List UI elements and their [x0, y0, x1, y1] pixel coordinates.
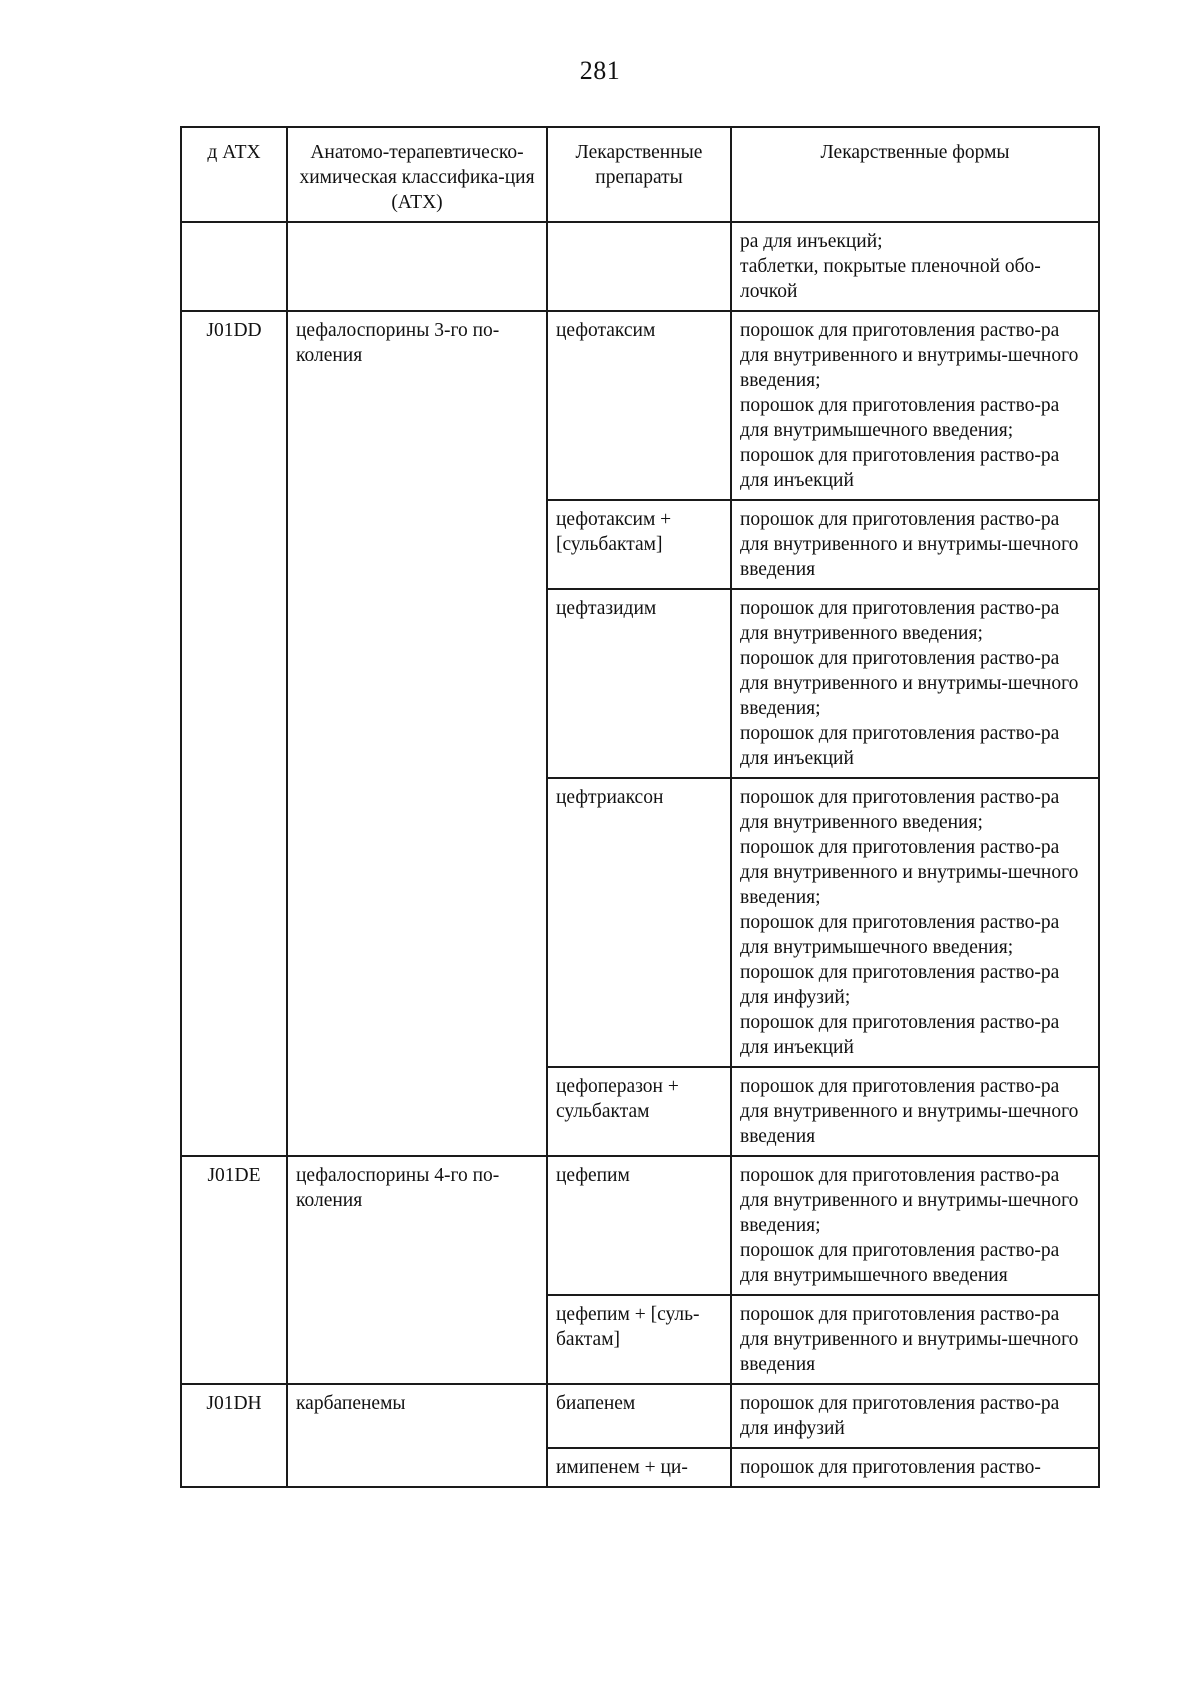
header-drugs: Лекарственные препараты — [547, 127, 731, 222]
header-atc-classification: Анатомо-терапевтическо-химическая классифика-ция (АТХ) — [287, 127, 547, 222]
page-number: 281 — [579, 56, 621, 85]
dosage-form-text: порошок для приготовления раство-ра для внутривенного и внутримы-шечного введения — [740, 1076, 1079, 1147]
dosage-form-text: порошок для приготовления раство- — [740, 1457, 1041, 1478]
drug-name-cell: цефтазидим — [547, 589, 731, 778]
drug-name-cell: имипенем + ци- — [547, 1448, 731, 1487]
dosage-form-text: порошок для приготовления раство-ра для инъекций — [740, 445, 1060, 491]
dosage-form-text: порошок для приготовления раство-ра для инъекций — [740, 723, 1060, 769]
table-row — [181, 1384, 1099, 1448]
dosage-forms-cell — [731, 589, 1099, 778]
dosage-form-text: порошок для приготовления раство-ра для внутривенного введения; — [740, 598, 1060, 644]
dosage-form-text: таблетки, покрытые пленочной обо-лочкой — [740, 256, 1041, 302]
dosage-forms-cell — [731, 1384, 1099, 1448]
dosage-form-text: порошок для приготовления раство-ра для инфузий; — [740, 962, 1060, 1008]
drug-cell-empty — [547, 222, 731, 311]
drug-name-cell: цефепим — [547, 1156, 731, 1295]
drug-name-cell: цефоперазон + сульбактам — [547, 1067, 731, 1156]
code-cell-empty — [181, 222, 287, 311]
drug-name-cell: биапенем — [547, 1384, 731, 1448]
table-row-continuation — [181, 222, 1099, 311]
atc-classification-cell: цефалоспорины 4-го по-коления — [287, 1156, 547, 1384]
dosage-forms-cell — [731, 1448, 1099, 1487]
dosage-form-text: порошок для приготовления раство-ра для внутримышечного введения; — [740, 912, 1060, 958]
drug-name-cell: цефотаксим + [сульбактам] — [547, 500, 731, 589]
atc-code-cell: J01DD — [181, 311, 287, 1156]
dosage-forms-cell — [731, 1067, 1099, 1156]
header-atc-code: д АТХ — [181, 127, 287, 222]
drug-name-cell: цефотаксим — [547, 311, 731, 500]
classification-cell-empty — [287, 222, 547, 311]
dosage-forms-cell — [731, 311, 1099, 500]
dosage-form-text: порошок для приготовления раство-ра для инъекций — [740, 1012, 1060, 1058]
dosage-form-text: порошок для приготовления раство-ра для внутримышечного введения; — [740, 395, 1060, 441]
table-row — [181, 311, 1099, 500]
table-body — [181, 222, 1099, 1487]
atc-classification-cell: цефалоспорины 3-го по-коления — [287, 311, 547, 1156]
header-dosage-forms: Лекарственные формы — [731, 127, 1099, 222]
table-row — [181, 1156, 1099, 1295]
drug-name-cell: цефтриаксон — [547, 778, 731, 1067]
atc-classification-cell: карбапенемы — [287, 1384, 547, 1487]
table-header-row — [181, 127, 1099, 222]
dosage-form-text: порошок для приготовления раство-ра для инфузий — [740, 1393, 1060, 1439]
dosage-forms-cell — [731, 1156, 1099, 1295]
dosage-form-text: порошок для приготовления раство-ра для внутривенного и внутримы-шечного введения — [740, 509, 1079, 580]
atc-code-cell: J01DH — [181, 1384, 287, 1487]
dosage-form-text: порошок для приготовления раство-ра для внутривенного и внутримы-шечного введения; — [740, 837, 1079, 908]
dosage-form-text: порошок для приготовления раство-ра для внутримышечного введения — [740, 1240, 1060, 1286]
dosage-forms-cell — [731, 222, 1099, 311]
atc-code-cell: J01DE — [181, 1156, 287, 1384]
dosage-forms-cell — [731, 500, 1099, 589]
dosage-forms-cell — [731, 778, 1099, 1067]
dosage-form-text: порошок для приготовления раство-ра для внутривенного введения; — [740, 787, 1060, 833]
dosage-form-text: порошок для приготовления раство-ра для внутривенного и внутримы-шечного введения — [740, 1304, 1079, 1375]
atc-classification-table — [180, 126, 1100, 1488]
dosage-forms-cell — [731, 1295, 1099, 1384]
dosage-form-text: ра для инъекций; — [740, 231, 883, 252]
dosage-form-text: порошок для приготовления раство-ра для внутривенного и внутримы-шечного введения; — [740, 1165, 1079, 1236]
drug-name-cell: цефепим + [суль-бактам] — [547, 1295, 731, 1384]
dosage-form-text: порошок для приготовления раство-ра для внутривенного и внутримы-шечного введения; — [740, 648, 1079, 719]
dosage-form-text: порошок для приготовления раство-ра для внутривенного и внутримы-шечного введения; — [740, 320, 1079, 391]
